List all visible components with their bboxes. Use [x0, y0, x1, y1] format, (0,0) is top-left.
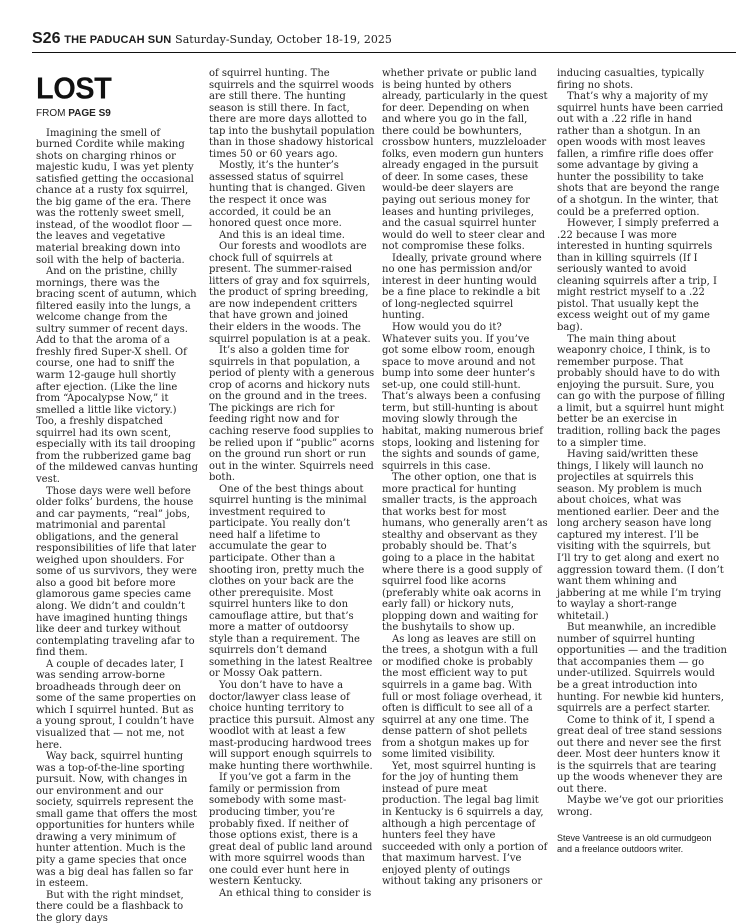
paragraph: How would you do it? Whatever suits you. If you’ve got some elbow room, enough space to move around and not bump into some deer hunter’s set-up, one could still-hunt. That’s always been a confusing term, but still-hunting is about moving slowly through the habitat, making numerous brief stops, looking and listening for the sights and sounds of game, squirrels in this case. [382, 322, 543, 472]
author-bio: Steve Vantreese is an old curmudgeon and a freelance outdoors writer. [557, 832, 712, 854]
paragraph: of squirrel hunting. The squirrels and the squirrel woods are still there. The hunting season is still there. In fact, there are more days allotted to tap into the bushytail population than in those shadowy historical times 50 or 60 years ago. [209, 68, 375, 160]
paragraph: But with the right mindset, there could be a flashback to the glory days [36, 889, 184, 924]
paragraph: The main thing about weaponry choice, I think, is to remember purpose. That probably should have to do with enjoying the pursuit. Sure, you can go with the purpose of filling a limit, but a squirrel hunt might better be an exercise in tradition, rolling back the pages to a simpler time. [557, 333, 726, 449]
newspaper-name: THE PADUCAH SUN [64, 34, 172, 46]
column-4 [557, 68, 727, 855]
paragraph: A couple of decades later, I was sending arrow-borne broadheads through deer on some of the same properties on which I squirrel hunted. But as a young sprout, I couldn’t have visualized that — not me, not here. [36, 658, 197, 751]
paragraph: If you’ve got a farm in the family or permission from somebody with some mast-producing timber, you’re probably fixed. If neither of those options exist, there is a great deal of public land around with more squirrel woods than one could ever hunt here in western Kentucky. [209, 772, 373, 888]
paragraph: whether private or public land is being hunted by others already, particularly in the quest for deer. Depending on when and where you go in the fall, there could be bowhunters, crossbow hunters, muzzleloader folks, even modern gun hunters already engaged in the pursuit of deer. In some cases, these would-be deer slayers are paying out serious money for leases and hunting privileges, and the casual squirrel hunter would do well to steer clear and not compromise these folks. [382, 68, 548, 253]
paragraph: As long as leaves are still on the trees, a shotgun with a full or modified choke is probably the most efficient way to put squirrels in a game bag. With full or most foliage overhead, it often is difficult to see all of a squirrel at any one time. The dense pattern of shot pellets from a shotgun makes up for some limited visibility. [382, 633, 542, 761]
jump-line [36, 108, 199, 120]
paragraph: But meanwhile, an incredible number of squirrel hunting opportunities — and the tradition that accompanies them — go under-utilized. Squirrels would be a great introduction into hunting. For newbie kid hunters, squirrels are a perfect starter. [557, 622, 727, 715]
paragraph: Mostly, it’s the hunter’s assessed status of squirrel hunting that is changed. Given the respect it once was accorded, it could be an honored quest once more. [209, 160, 366, 230]
paragraph: However, I simply preferred a .22 because I was more interested in hunting squirrels than in killing squirrels (If I seriously wanted to avoid cleaning squirrels after a trip, I might restrict myself to a .22 pistol. That usually kept the excess weight out of my game bag). [557, 218, 719, 334]
paragraph: Our forests and woodlots are chock full of squirrels at present. The summer-raised litters of gray and fox squirrels, the product of spring breeding, are now independent critters that have grown and joined their elders in the woods. The squirrel population is at a peak. [209, 241, 371, 345]
paragraph: You don’t have to have a doctor/lawyer class lease of choice hunting territory to practice this pursuit. Almost any woodlot with at least a few mast-producing hardwood trees will support enough squirrels to make hunting there worthwhile. [209, 679, 375, 772]
paragraph: And this is an ideal time. [219, 229, 345, 241]
paragraph: The other option, one that is more practical for hunting smaller tracts, is the approach that works best for most humans, who generally aren’t as stealthy and observant as they probably should be. That’s going to a place in the habitat where there is a good supply of squirrel food like acorns (preferably white oak acorns in early fall) or hickory nuts, plopping down and waiting for the bushytails to show up. [382, 472, 548, 634]
paragraph: One of the best things about squirrel hunting is the minimal investment required to participate. You really don’t need half a lifetime to accumulate the gear to participate. Other than a shooting iron, pretty much the clothes on your back are the other prerequisite. Most squirrel hunters like to don camouflage attire, but that’s more a matter of outdoorsy style than a requirement. The squirrels don’t demand something in the latest Realtree or Mossy Oak pattern. [209, 483, 373, 680]
paragraph: Having said/written these things, I likely will launch no projectiles at squirrels this season. My problem is much about choices, what was mentioned earlier. Deer and the long archery season have long captured my interest. I’ll be visiting with the squirrels, but I’ll try to get along and exert no aggression toward them. (I don’t want them whining and jabbering at me while I’m trying to waylay a short-range whitetail.) [557, 449, 724, 622]
headline: LOST [36, 72, 112, 106]
paragraph: Yet, most squirrel hunting is for the joy of hunting them instead of pure meat production. The legal bag limit in Kentucky is 6 squirrels a day, although a high percentage of hunters feel they have succeeded with only a portion of that maximum harvest. I’ve enjoyed plenty of outings without taking any prisoners or [382, 760, 548, 888]
paragraph: Imagining the smell of burned Cordite while making shots on charging rhinos or majestic kudu, I was yet plenty satisfied getting the occasional chance at a rusty fox squirrel, the big game of the era. There was the rottenly sweet smell, instead, of the woodlot floor — the leaves and vegetative material breaking down into soil with the help of bacteria. [36, 127, 194, 266]
page-header [32, 30, 736, 50]
paragraph: Ideally, private ground where no one has permission and/or interest in deer hunting would be a fine place to rekindle a bit of long-neglected squirrel hunting. [382, 252, 542, 322]
paragraph: It’s also a golden time for squirrels in that population, a period of plenty with a generous crop of acorns and hickory nuts on the ground and in the trees. The pickings are rich for feeding right now and for caching reserve food supplies to be relied upon if “public” acorns on the ground run short or run out in the winter. Squirrels need both. [209, 345, 375, 484]
header-rule [32, 52, 736, 53]
paragraph: Those days were well before older folks’ burdens, the house and car payments, “real” jobs, matrimonial and parental obligations, and the general responsibilities of life that later weighed upon shoulders. For some of us survivors, they were also a good bit before more glamorous game species came along. We didn’t and couldn’t have imagined hunting things like deer and turkey without contemplating traveling afar to find them. [36, 485, 197, 659]
paragraph: An ethical thing to consider is [219, 887, 372, 899]
paragraph: Way back, squirrel hunting was a top-of-the-line sporting pursuit. Now, with changes in our environment and our society, squirrels represent the small game that offers the most opportunities for hunters while drawing a very minimum of hunter attention. Much is the pity a game species that once was a big deal has fallen so far in esteem. [36, 751, 198, 890]
from-label: FROM [36, 108, 66, 119]
paragraph: That’s why a majority of my squirrel hunts have been carried out with a .22 rifle in hand rather than a shotgun. In an open woods with most leaves fallen, a rimfire rifle does offer some advantage by giving a hunter the possibility to take shots that are beyond the range of a shotgun. In the winter, that could be a preferred option. [557, 91, 724, 218]
paragraph: Come to think of it, I spend a great deal of tree stand sessions out there and never see the first deer. Most deer hunters know it is the squirrels that are tearing up the woods whenever they are out there. [557, 714, 723, 795]
column-2 [209, 68, 375, 899]
paragraph: And on the pristine, chilly mornings, there was the bracing scent of autumn, which filtered easily into the lungs, a welcome change from the sultry summer of recent days. Add to that the aroma of a freshly fired Super-X shell. Of course, one had to sniff the warm 12-gauge hull shortly after ejection. (Like the line from “Apocalypse Now,” it smelled a little like victory.) Too, a freshly dispatched squirrel had its own scent, especially with its tail drooping from the rubberized game bag of the mildewed canvas hunting vest. [36, 266, 199, 485]
from-page: PAGE S9 [68, 108, 111, 119]
column-1 [36, 72, 199, 924]
issue-date: Saturday-Sunday, October 18-19, 2025 [175, 33, 392, 46]
paragraph: Maybe we’ve got our priorities wrong. [557, 795, 724, 818]
paragraph: inducing casualties, typically firing no shots. [557, 68, 705, 91]
page-number: S26 [32, 30, 61, 47]
